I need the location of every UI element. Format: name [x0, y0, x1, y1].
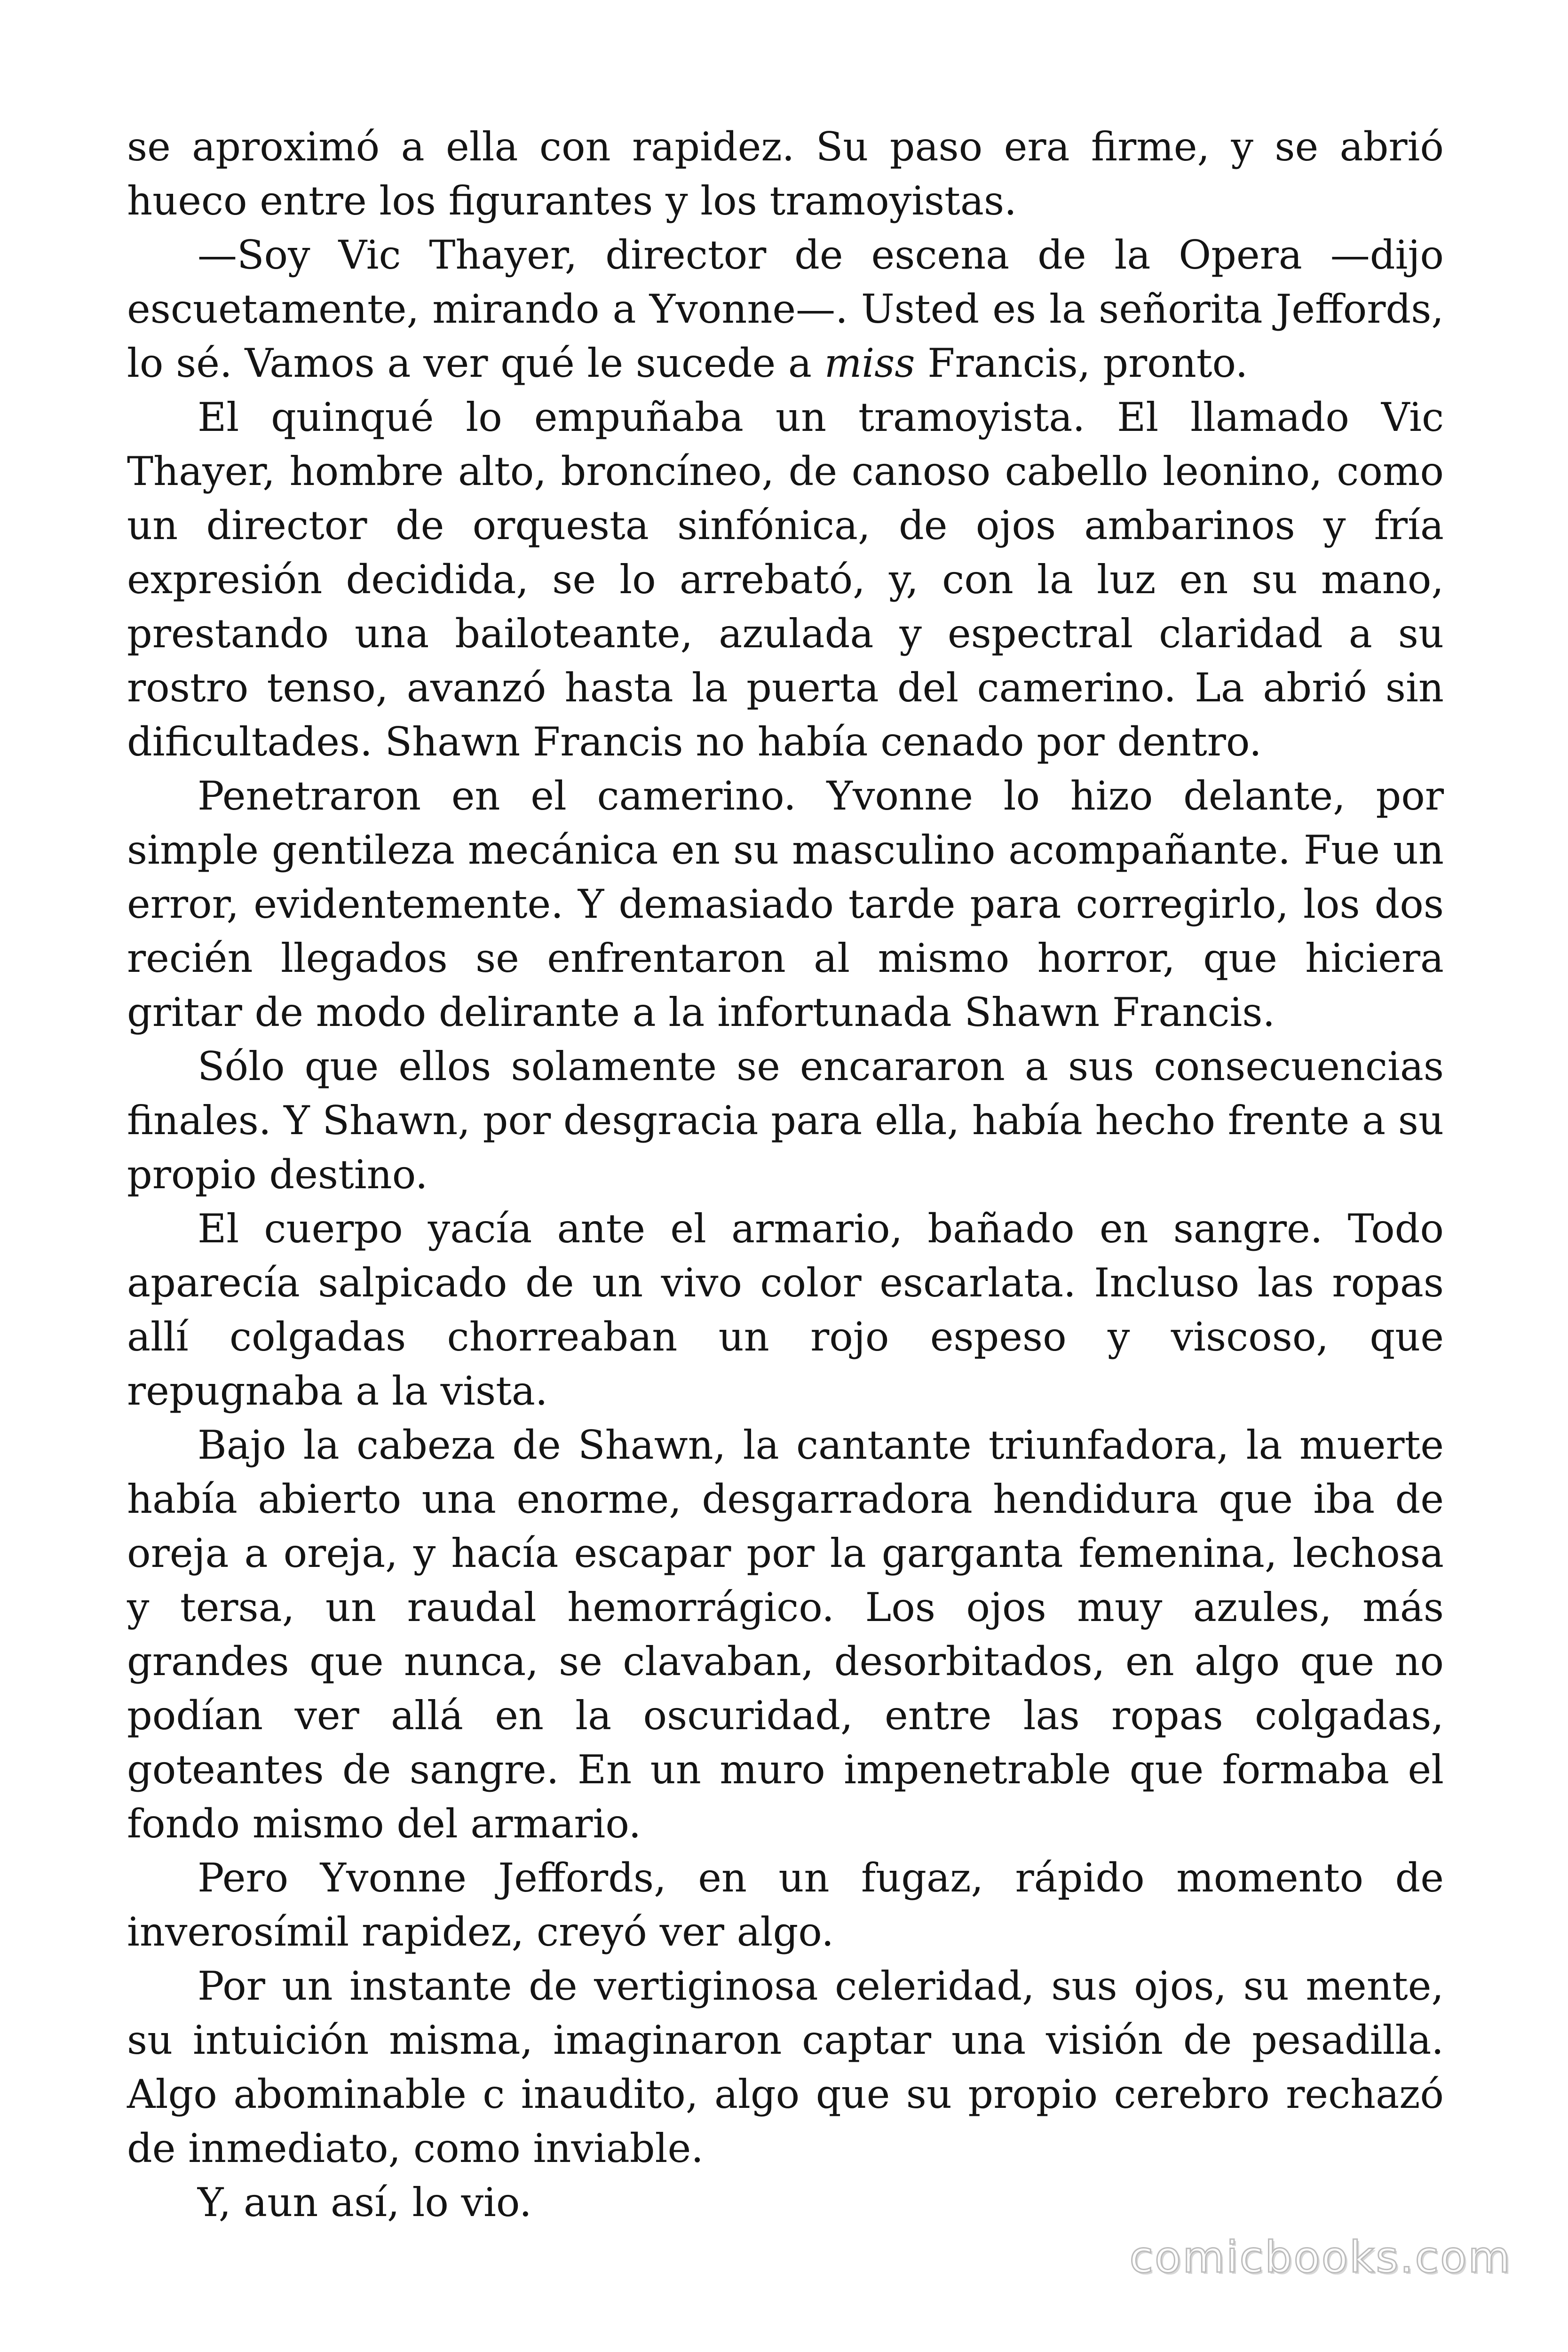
page-body: [127, 120, 1444, 2230]
paragraph-7: Bajo la cabeza de Shawn, la cantante triunfadora, la muerte había abierto una enorme, desgarradora hendidura que iba de oreja a oreja, y hacía escapar por la garganta femenina, lechosa y tersa, un raudal hemorrágico. Los ojos muy azules, más grandes que nunca, se clavaban, desorbitados, en algo que no podían ver allá en la oscuridad, entre las ropas colgadas, goteantes de sangre. En un muro impenetrable que formaba el fondo mismo del armario.: [127, 1422, 1444, 1847]
watermark: comicbooks.com: [1129, 2232, 1512, 2282]
paragraph-2-text: —Soy Vic Thayer, director de escena de la Opera —dijo escuetamente, mirando a Yvonne—. Usted es la señorita Jeffords, lo sé. Vamos a ver qué le sucede a: [127, 232, 1444, 386]
paragraph-1: se aproximó a ella con rapidez. Su paso era firme, y se abrió hueco entre los figurantes y los tramoyistas.: [127, 124, 1444, 224]
paragraph-4: Penetraron en el camerino. Yvonne lo hizo delante, por simple gentileza mecánica en su masculino acompañante. Fue un error, evidentemente. Y demasiado tarde para corregirlo, los dos recién llegados se enfrentaron al mismo horror, que hiciera gritar de modo delirante a la infortunada Shawn Francis.: [127, 773, 1444, 1035]
paragraph-2-text-after: Francis, pronto.: [915, 340, 1248, 386]
paragraph-2-italic: miss: [824, 340, 915, 386]
paragraph-10: Y, aun así, lo vio.: [198, 2179, 532, 2225]
paragraph-8: Pero Yvonne Jeffords, en un fugaz, rápido momento de inverosímil rapidez, creyó ver algo.: [127, 1855, 1444, 1955]
paragraph-6: El cuerpo yacía ante el armario, bañado en sangre. Todo aparecía salpicado de un vivo color escarlata. Incluso las ropas allí colgadas chorreaban un rojo espeso y viscoso, que repugnaba a la vista.: [127, 1206, 1444, 1414]
paragraph-5: Sólo que ellos solamente se encararon a sus consecuencias finales. Y Shawn, por desgracia para ella, había hecho frente a su propio destino.: [127, 1043, 1444, 1198]
paragraph-2: [127, 228, 1444, 390]
paragraph-3: El quinqué lo empuñaba un tramoyista. El llamado Vic Thayer, hombre alto, broncíneo, de canoso cabello leonino, como un director de orquesta sinfónica, de ojos ambarinos y fría expresión decidida, se lo arrebató, y, con la luz en su mano, prestando una bailoteante, azulada y espectral claridad a su rostro tenso, avanzó hasta la puerta del camerino. La abrió sin dificultades. Shawn Francis no había cenado por dentro.: [127, 394, 1444, 765]
paragraph-9: Por un instante de vertiginosa celeridad, sus ojos, su mente, su intuición misma, imaginaron captar una visión de pesadilla. Algo abominable c inaudito, algo que su propio cerebro rechazó de inmediato, como inviable.: [127, 1963, 1444, 2171]
